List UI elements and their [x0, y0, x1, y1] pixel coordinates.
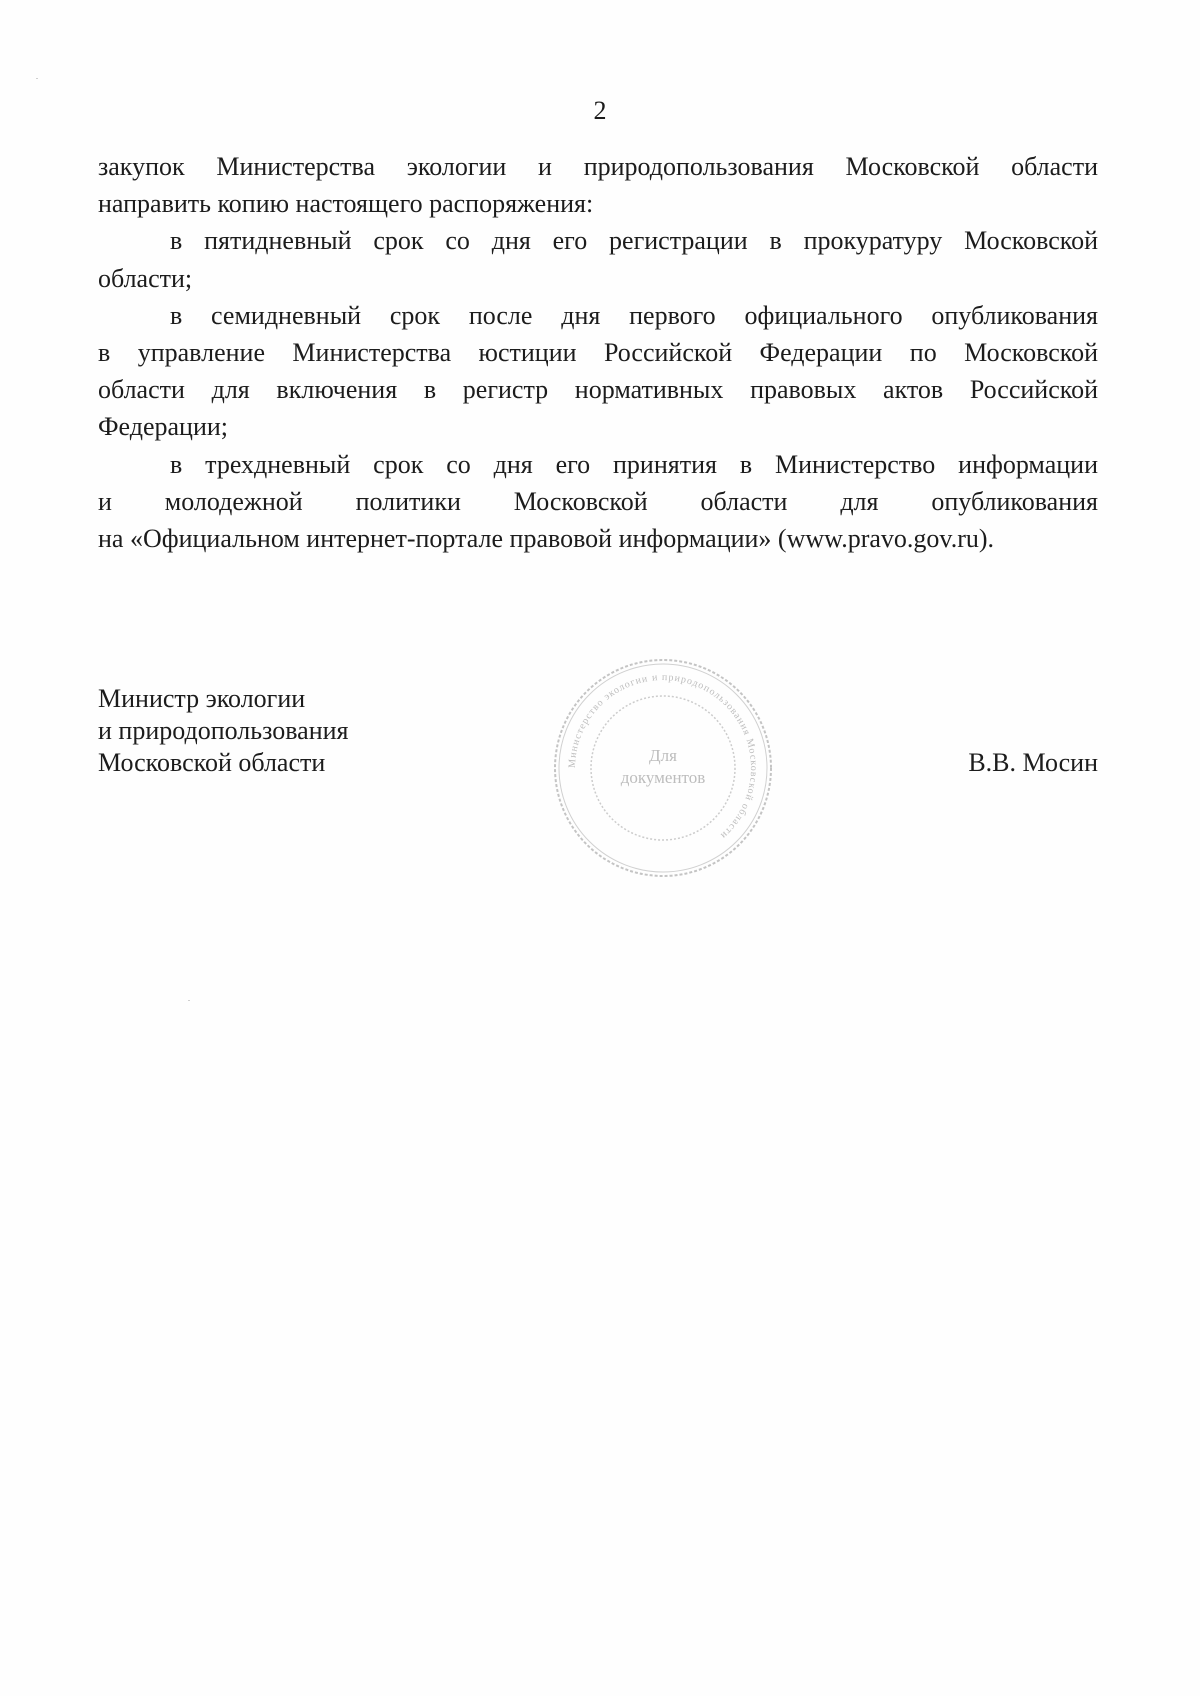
- paragraph-1: [98, 148, 1098, 222]
- position-line: и природопользования: [98, 716, 349, 745]
- position-line: Московской области: [98, 748, 326, 777]
- text-line: направить копию настоящего распоряжения:: [98, 189, 594, 219]
- text-line: в семидневный срок после дня первого официального опубликования: [170, 300, 1098, 330]
- text-line: области;: [98, 263, 193, 293]
- scan-speck: [36, 78, 38, 79]
- stamp-center-line: документов: [620, 768, 706, 787]
- paragraph-3: [98, 297, 1098, 446]
- text-line: в управление Министерства юстиции Российской Федерации по Московской: [98, 338, 1098, 368]
- text-line: области для включения в регистр нормативных правовых актов Российской: [98, 375, 1098, 405]
- page-number: 2: [593, 96, 607, 125]
- text-line: Федерации;: [98, 412, 229, 442]
- paragraph-4: [98, 446, 1098, 558]
- official-stamp: [548, 653, 778, 883]
- text-line: закупок Министерства экологии и природопользования Московской области: [98, 152, 1098, 181]
- text-line: в пятидневный срок со дня его регистрации в прокуратуру Московской: [170, 226, 1098, 256]
- text-line: на «Официальном интернет-портале правовой информации» (www.pravo.gov.ru).: [98, 524, 995, 554]
- position-line: Министр экологии: [98, 684, 306, 713]
- text-line: в трехдневный срок со дня его принятия в Министерство информации: [170, 449, 1098, 479]
- signatory-name: В.В. Мосин: [968, 748, 1098, 777]
- stamp-ring-text: Министерство экологии и природопользования Московской области: [566, 671, 760, 842]
- stamp-center-line: Для: [649, 746, 677, 765]
- paragraph-2: [98, 222, 1098, 296]
- text-line: и молодежной политики Московской области для опубликования: [98, 486, 1098, 516]
- scan-speck: [188, 1000, 190, 1001]
- signatory-position: [98, 683, 349, 779]
- document-body: [98, 148, 1098, 557]
